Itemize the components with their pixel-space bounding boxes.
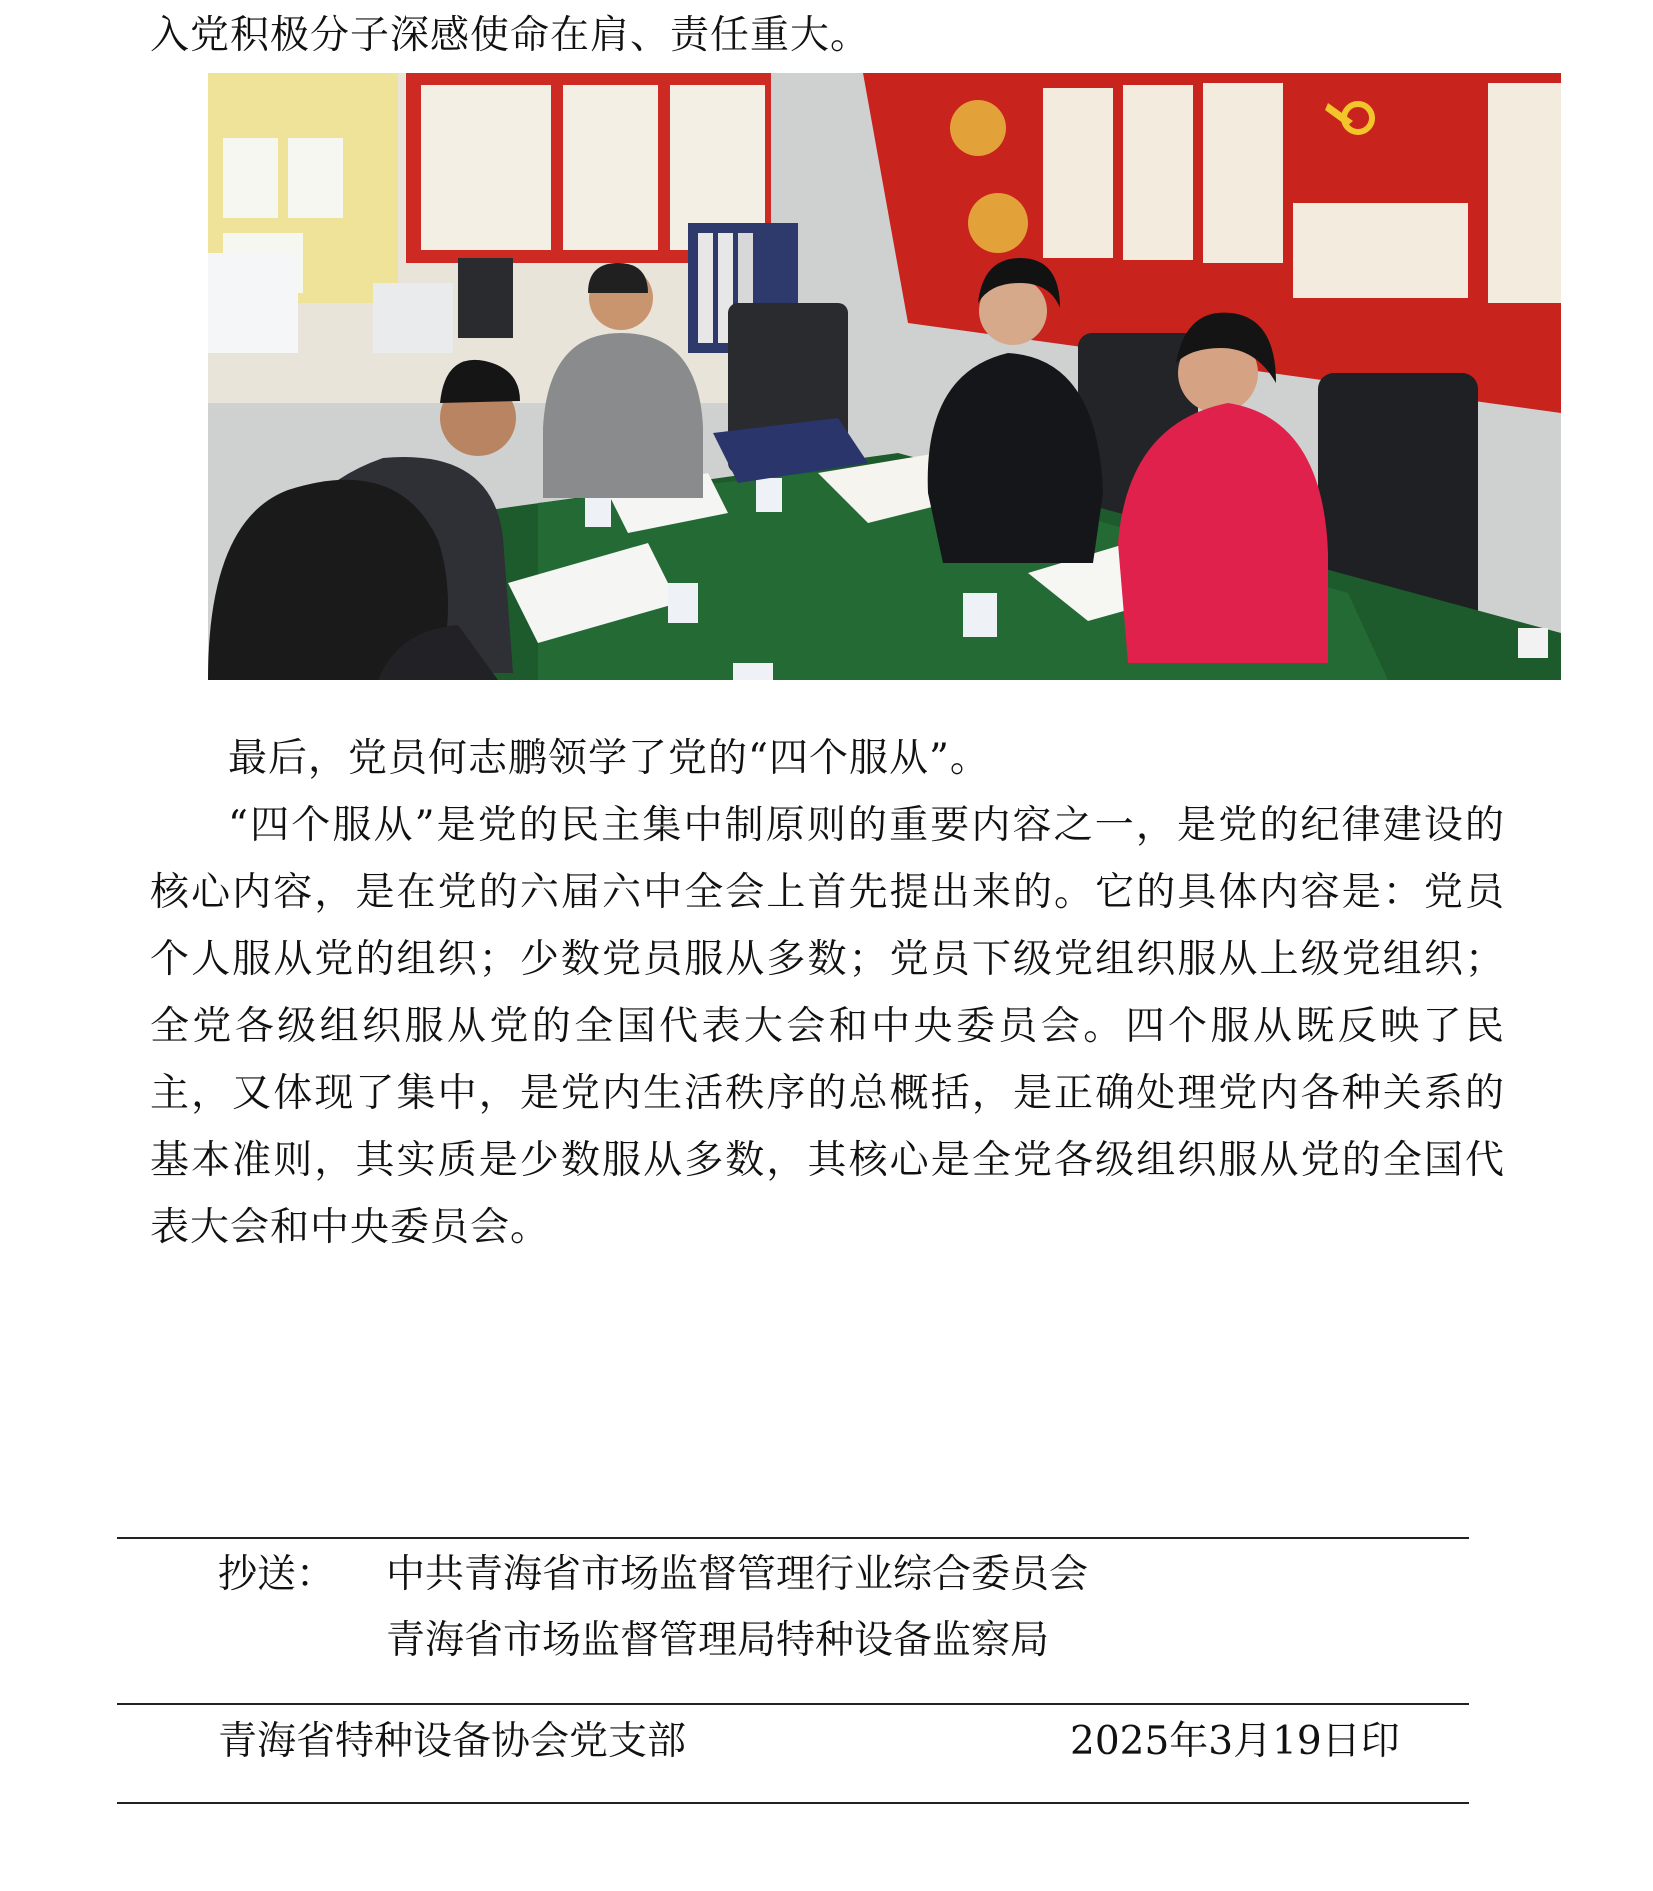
footer-bottom-rule	[117, 1802, 1469, 1804]
paragraph-lead-in: 最后，党员何志鹏领学了党的“四个服从”。	[228, 736, 990, 781]
print-date: 2025年3月19日印	[1070, 1719, 1400, 1764]
meeting-photo-illustration	[208, 73, 1561, 680]
paragraph-four-obediences: “四个服从”是党的民主集中制原则的重要内容之一，是党的纪律建设的核心内容，是在党的六届六中全会上首先提出来的。它的具体内容是：党员个人服从党的组织；少数党员服从多数；党员下级党组织服从上级党组织；全党各级组织服从党的全国代表大会和中央委员会。四个服从既反映了民主，又体现了集中，是党内生活秩序的总概括，是正确处理党内各种关系的基本准则，其实质是少数服从多数，其核心是全党各级组织服从党的全国代表大会和中央委员会。	[150, 803, 1505, 1250]
cc-recipient-1: 中共青海省市场监督管理行业综合委员会	[386, 1552, 1089, 1597]
footer-top-rule	[117, 1537, 1469, 1539]
cc-label: 抄送：	[218, 1552, 336, 1597]
footer-middle-rule	[117, 1703, 1469, 1705]
cc-recipient-2: 青海省市场监督管理局特种设备监察局	[386, 1618, 1050, 1663]
issuer-name: 青海省特种设备协会党支部	[218, 1719, 687, 1764]
meeting-photo	[208, 73, 1561, 680]
continued-paragraph-line: 入党积极分子深感使命在肩、责任重大。	[150, 13, 871, 58]
